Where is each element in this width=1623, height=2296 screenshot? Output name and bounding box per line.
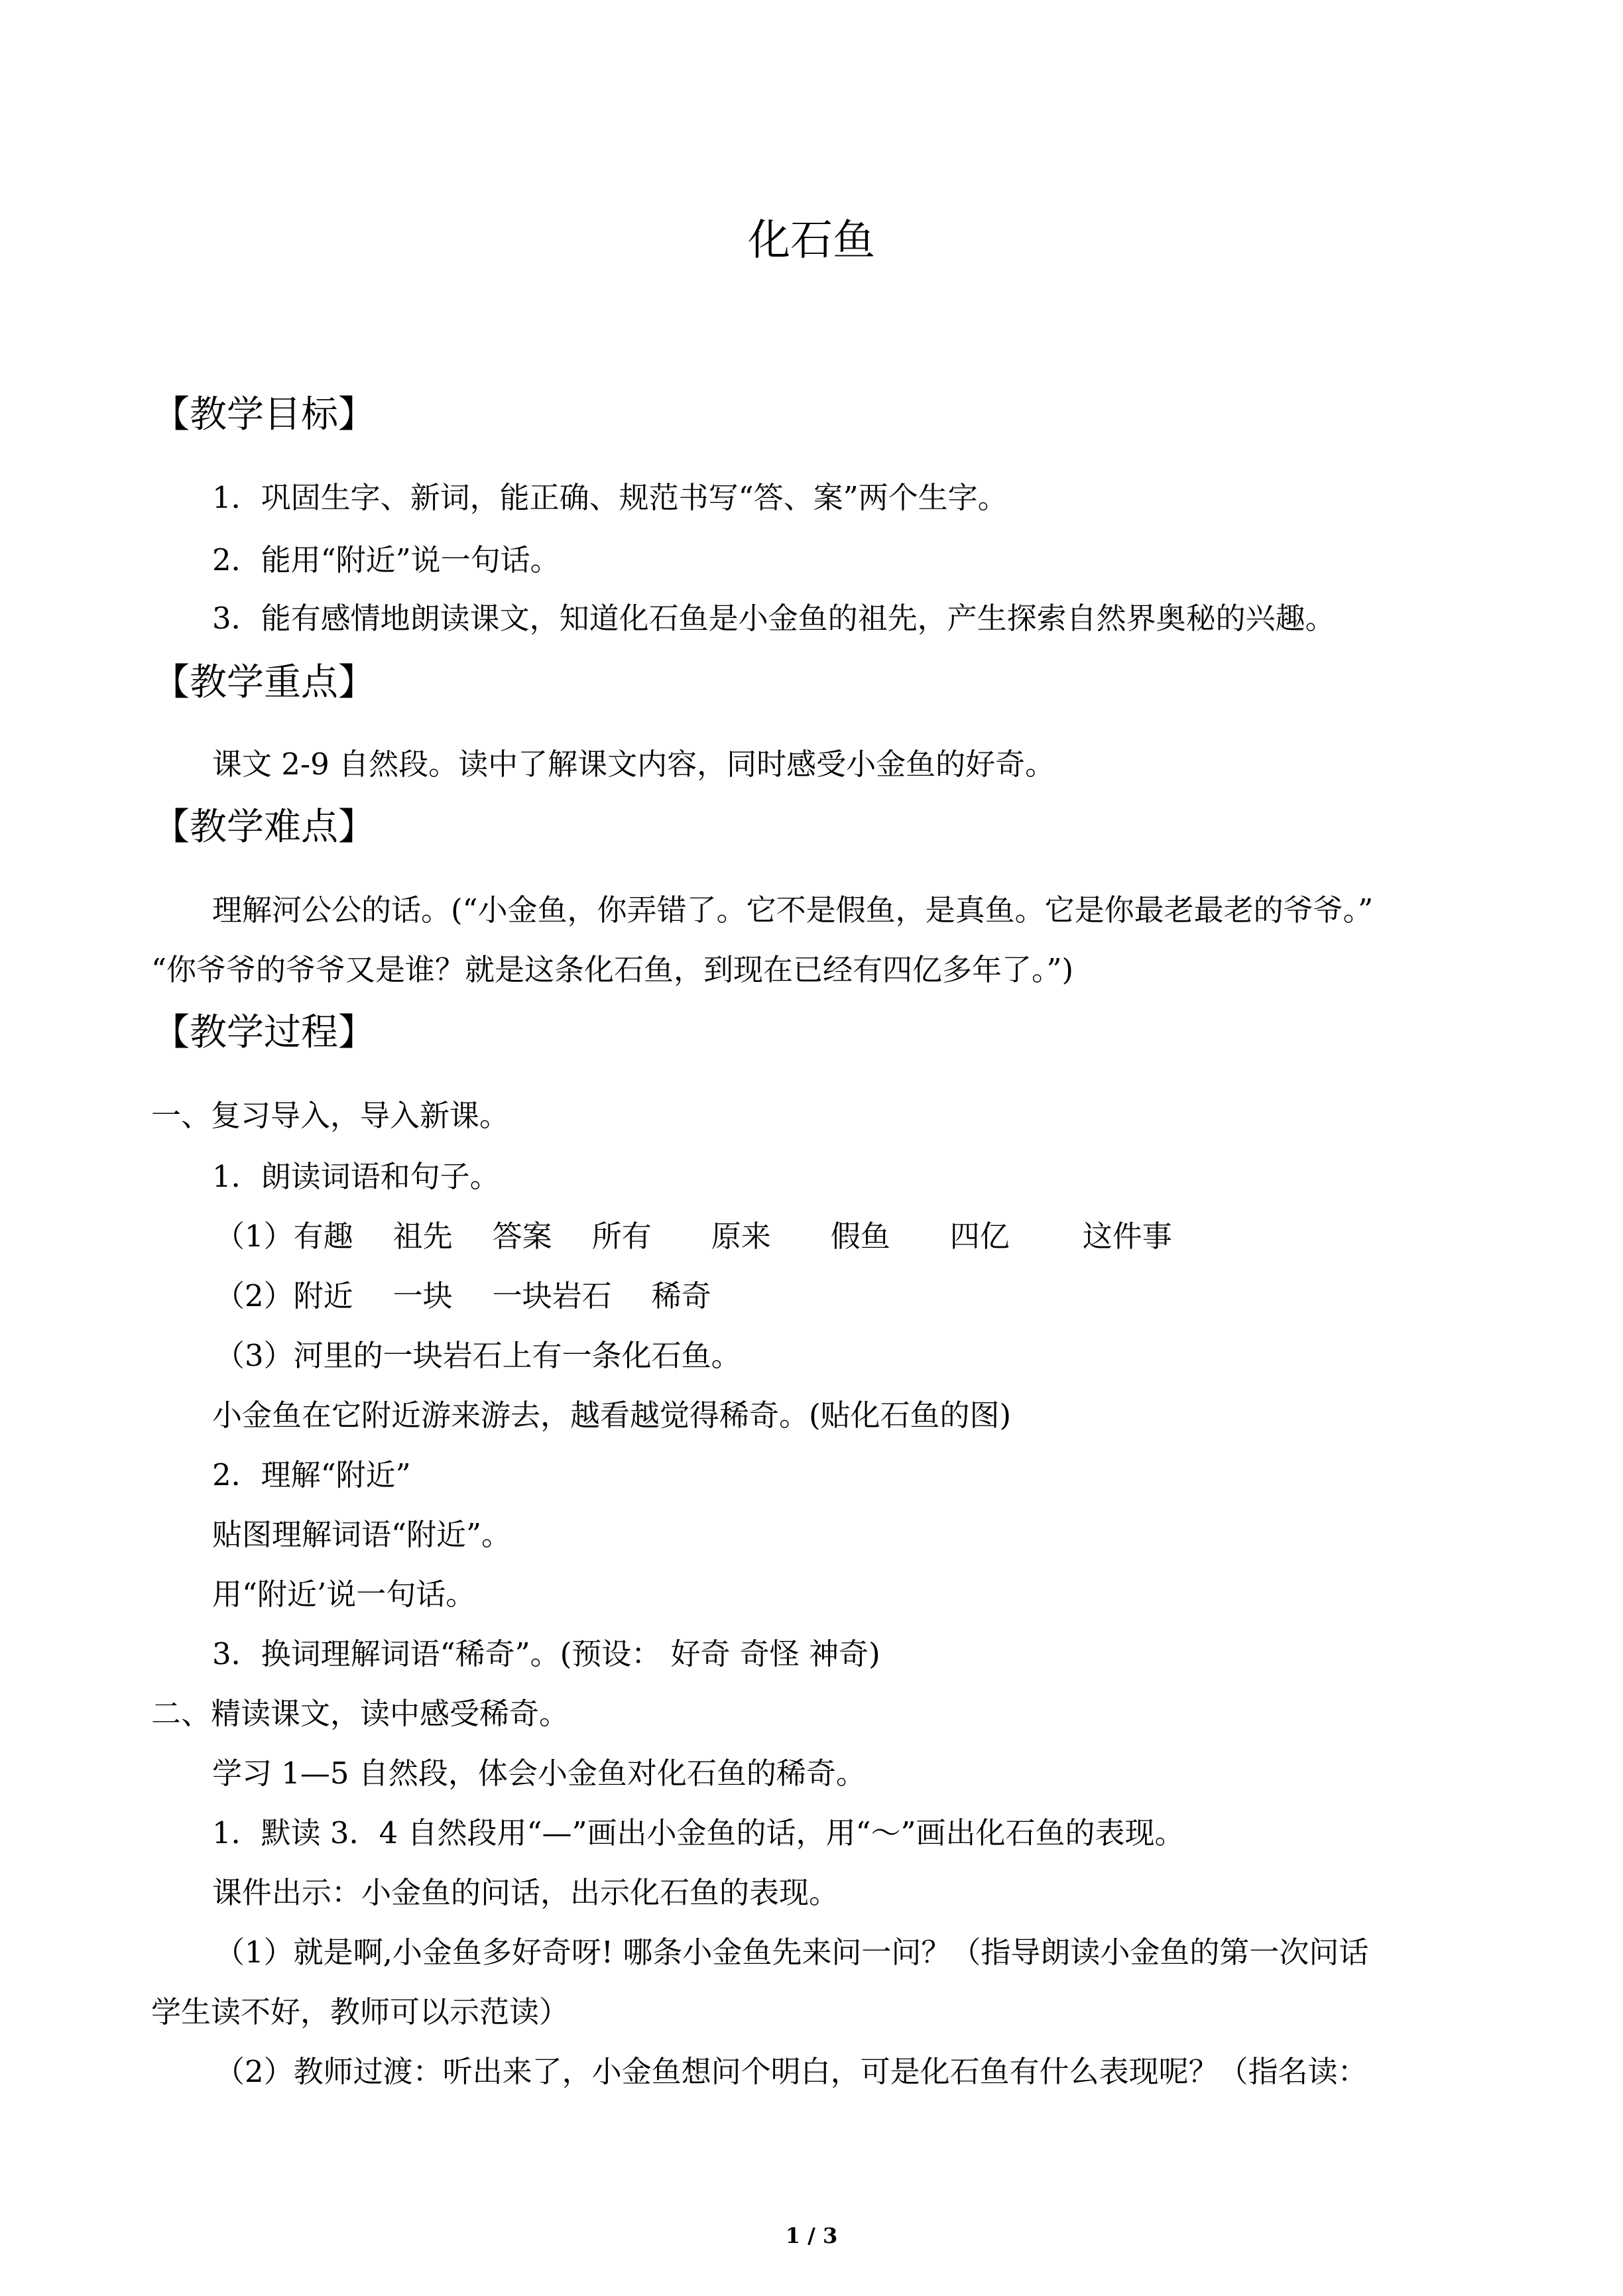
objective-item-1: 1．巩固生字、新词，能正确、规范书写“答、案”两个生字。 [212,480,1008,515]
sentence-4: 小金鱼在它附近游来游去，越看越觉得稀奇。(贴化石鱼的图) [212,1398,1012,1433]
word: 一块 [392,1278,453,1313]
part2-p1-line-1: （1）就是啊,小金鱼多好奇呀! 哪条小金鱼先来问一问？（指导朗读小金鱼的第一次问话 [215,1935,1369,1970]
word: 答案 [492,1219,552,1254]
part2-item-1: 1．默读 3．4 自然段用“—”画出小金鱼的话，用“～”画出化石鱼的表现。 [212,1815,1185,1850]
part2-title: 二、精读课文，读中感受稀奇。 [151,1696,570,1731]
part2-p1-line-2: 学生读不好，教师可以示范读） [151,1994,570,2029]
word: 原来 [711,1219,771,1254]
heading-difficulties: 【教学难点】 [152,806,375,849]
difficulties-line-1: 理解河公公的话。(“小金鱼，你弄错了。它不是假鱼，是真鱼。它是你最老最老的爷爷。” [212,892,1374,928]
word-list-1-label: （1） [215,1219,294,1254]
word-list-2 [215,1274,711,1318]
part2-courseware: 课件出示：小金鱼的问话，出示化石鱼的表现。 [212,1875,839,1910]
difficulties-line-2: “你爷爷的爷爷又是谁？就是这条化石鱼，到现在已经有四亿多年了。”) [151,952,1074,987]
word-list-2-label: （2） [215,1278,294,1313]
word: 附近 [293,1278,353,1313]
key-points-text: 课文 2-9 自然段。读中了解课文内容，同时感受小金鱼的好奇。 [212,747,1055,782]
document-title: 化石鱼 [748,216,875,265]
objective-item-2: 2．能用“附近”说一句话。 [212,542,560,577]
objective-item-3: 3．能有感情地朗读课文，知道化石鱼是小金鱼的祖先，产生探索自然界奥秘的兴趣。 [212,601,1335,636]
heading-objectives: 【教学目标】 [152,393,375,436]
part1-item-1: 1．朗读词语和句子。 [212,1159,500,1194]
part1-item-2-a: 贴图理解词语“附近”。 [212,1517,512,1552]
word: 稀奇 [651,1278,711,1313]
word: 祖先 [392,1219,453,1254]
part1-title: 一、复习导入，导入新课。 [151,1098,510,1133]
word: 假鱼 [830,1219,890,1254]
heading-process: 【教学过程】 [152,1011,375,1054]
word: 所有 [591,1219,652,1254]
word: 四亿 [949,1219,1010,1254]
part1-item-2: 2．理解“附近” [212,1457,411,1492]
word: 有趣 [293,1219,353,1254]
part1-item-3: 3．换词理解词语“稀奇”。(预设： 好奇 奇怪 神奇) [212,1636,880,1671]
word: 这件事 [1082,1219,1172,1254]
part1-item-2-b: 用“附近’说一句话。 [212,1577,476,1612]
word-list-1 [215,1215,1172,1258]
part2-intro: 学习 1—5 自然段，体会小金鱼对化石鱼的稀奇。 [212,1756,866,1791]
part2-p2-line-1: （2）教师过渡：听出来了，小金鱼想问个明白，可是化石鱼有什么表现呢？（指名读： [215,2054,1368,2089]
heading-key-points: 【教学重点】 [152,661,375,704]
sentence-3: （3）河里的一块岩石上有一条化石鱼。 [215,1338,741,1373]
page-number: 1 / 3 [785,2223,838,2248]
word: 一块岩石 [492,1278,612,1313]
